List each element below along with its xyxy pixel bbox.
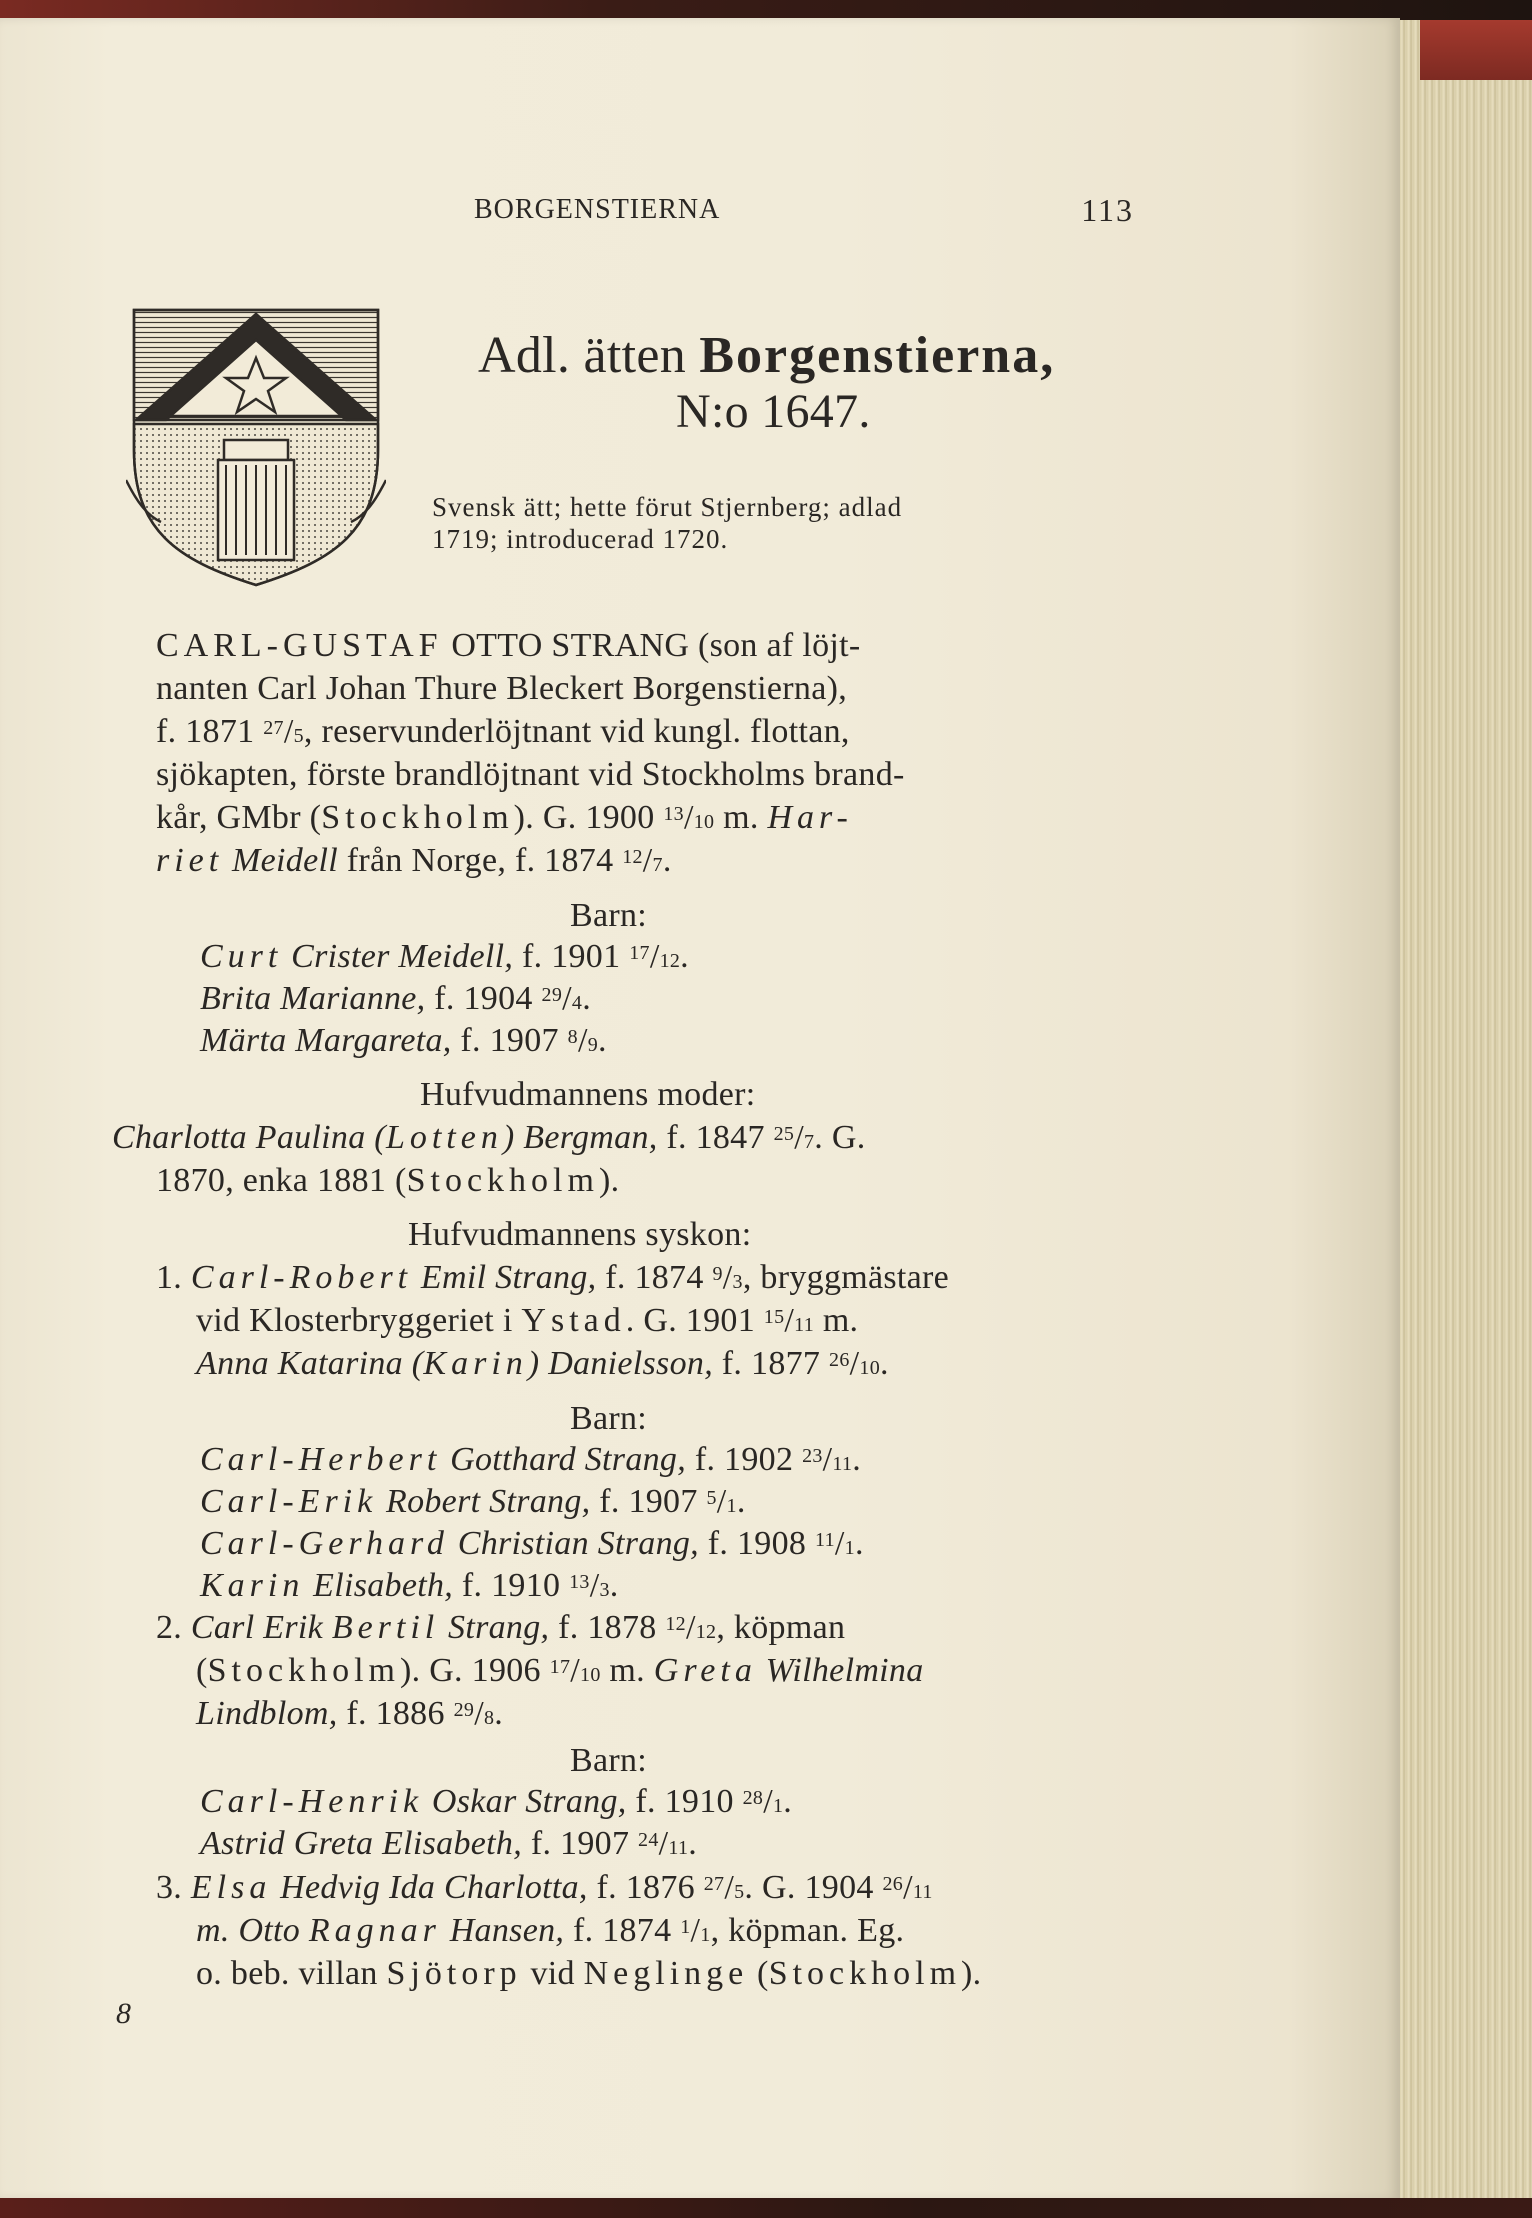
title-prefix: Adl. ätten [478,327,700,384]
head-entry-line: nanten Carl Johan Thure Bleckert Borgenstierna), [156,670,848,707]
mother-entry-line: 1870, enka 1881 (Stockholm). [156,1162,620,1199]
mother-entry-line: Charlotta Paulina (Lotten) Bergman, f. 1847 $^{25}$/7. G. [112,1119,866,1156]
head-entry-line: kår, GMbr (Stockholm). G. 1900 $^{13}$/10 m. Har- [156,799,853,836]
head-entry-line: f. 1871 $^{27}$/5, reservunderlöjtnant vid kungl. flottan, [156,713,850,750]
child-entry: Carl-Erik Robert Strang, f. 1907 $^5$/1. [200,1483,746,1520]
child-entry: Carl-Herbert Gotthard Strang, f. 1902 $^{23}$/11. [200,1441,862,1478]
section-heading: Barn: [570,897,648,934]
section-heading: Barn: [570,1400,648,1437]
bookmark-edge [1420,20,1532,80]
coat-of-arms-icon [126,300,386,590]
running-title: BORGENSTIERNA [474,194,721,225]
page-number: 113 [1081,192,1134,228]
signature-mark: 8 [116,1997,132,2030]
section-heading: Hufvudmannens syskon: [408,1216,752,1253]
sibling-entry-line: Anna Katarina (Karin) Danielsson, f. 1877 $^{26}$/10. [196,1345,889,1382]
section-heading: Barn: [570,1742,648,1779]
child-entry: Carl-Gerhard Christian Strang, f. 1908 $^{11}$/1. [200,1525,864,1562]
book-page [0,18,1400,2200]
child-entry: Brita Marianne, f. 1904 $^{29}$/4. [200,980,591,1017]
sibling-entry-line: o. beb. villan Sjötorp vid Neglinge (Stockholm). [196,1955,982,1992]
page-edges [1390,20,1532,2205]
head-entry-line: CARL-GUSTAF OTTO STRANG (son af löjt- [156,627,861,664]
running-head [474,190,1134,230]
sibling-entry-line: 2. Carl Erik Bertil Strang, f. 1878 $^{12}$/12, köpman [156,1609,846,1646]
section-heading: Hufvudmannens moder: [420,1076,756,1113]
child-entry: Märta Margareta, f. 1907 $^8$/9. [200,1022,607,1059]
child-entry: Karin Elisabeth, f. 1910 $^{13}$/3. [200,1567,619,1604]
head-entry-line: riet Meidell från Norge, f. 1874 $^{12}$/7. [156,842,672,879]
child-entry: Curt Crister Meidell, f. 1901 $^{17}$/12. [200,938,689,975]
sibling-entry-line: vid Klosterbryggeriet i Ystad. G. 1901 $^{15}$/11 m. [196,1302,859,1339]
sibling-entry-line: 1. Carl-Robert Emil Strang, f. 1874 $^9$/3, bryggmästare [156,1259,950,1296]
sibling-entry-line: (Stockholm). G. 1906 $^{17}$/10 m. Greta Wilhelmina [196,1652,924,1689]
book-binding-bottom [0,2198,1532,2218]
child-entry: Carl-Henrik Oskar Strang, f. 1910 $^{28}$/1. [200,1783,793,1820]
sibling-entry-line: 3. Elsa Hedvig Ida Charlotta, f. 1876 $^{27}$/5. G. 1904 $^{26}$/11 [156,1869,933,1906]
sibling-entry-line: m. Otto Ragnar Hansen, f. 1874 $^1$/1, köpman. Eg. [196,1912,905,1949]
child-entry: Astrid Greta Elisabeth, f. 1907 $^{24}$/11. [200,1825,698,1862]
sibling-entry-line: Lindblom, f. 1886 $^{29}$/8. [196,1695,504,1732]
family-title [478,326,1055,386]
family-note-line1: Svensk ätt; hette förut Stjernberg; adlad [432,492,903,522]
family-name: Borgenstierna, [699,327,1056,384]
family-number: N:o 1647. [676,385,871,438]
head-entry-line: sjökapten, förste brandlöjtnant vid Stockholms brand- [156,756,905,793]
family-note-line2: 1719; introducerad 1720. [432,524,729,554]
